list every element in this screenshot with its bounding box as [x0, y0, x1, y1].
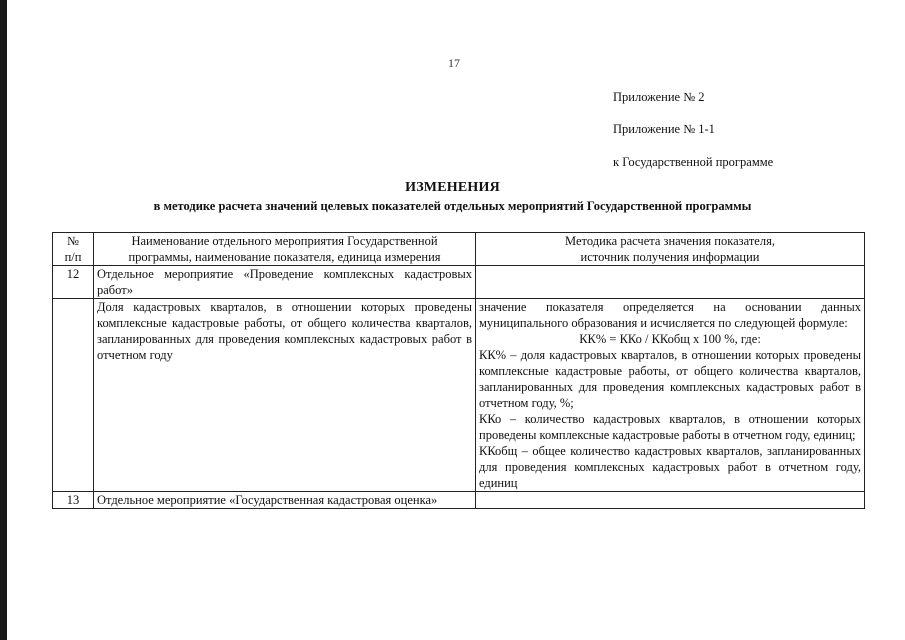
- row-13-method-empty: [476, 492, 865, 509]
- row-13-activity-name: Отдельное мероприятие «Государственная кадастровая оценка»: [94, 492, 476, 509]
- appendix-line-3: к Государственной программе: [613, 155, 774, 169]
- definition-kk-percent: КК% – доля кадастровых кварталов, в отношении которых проведены комплексные кадастровые работы, от общего количества кварталов, запланированных для проведения комплексных кадастровых работ в отчетном году, %;: [479, 348, 861, 410]
- indicator-number-empty: [53, 299, 94, 492]
- header-method-line-2: источник получения информации: [580, 250, 760, 264]
- definition-kkobsh: ККобщ – общее количество кадастровых кварталов, запланированных для проведения комплексных кадастровых работ в отчетном году, единиц: [479, 444, 861, 490]
- row-12-number: 12: [53, 266, 94, 299]
- table-header-row: [53, 233, 865, 266]
- header-name-line-1: Наименование отдельного мероприятия Государственной: [131, 234, 438, 248]
- row-13-number: 13: [53, 492, 94, 509]
- header-name-cell: [94, 233, 476, 266]
- method-intro: значение показателя определяется на основании данных муниципального образования и исчисляется по следующей формуле:: [479, 300, 861, 330]
- row-12-activity-name: Отдельное мероприятие «Проведение комплексных кадастровых работ»: [94, 266, 476, 299]
- header-number-cell: [53, 233, 94, 266]
- document-subtitle: в методике расчета значений целевых показателей отдельных мероприятий Государственной программы: [153, 199, 752, 213]
- header-method-line-1: Методика расчета значения показателя,: [565, 234, 775, 248]
- document-title: ИЗМЕНЕНИЯ: [405, 180, 500, 195]
- scan-edge: [0, 0, 7, 640]
- table-row: [53, 299, 865, 492]
- table-row: [53, 266, 865, 299]
- page-number: 17: [448, 56, 460, 70]
- header-name-line-2: программы, наименование показателя, единица измерения: [128, 250, 441, 264]
- formula: КК% = ККо / ККобщ х 100 %, где:: [579, 332, 761, 346]
- row-12-method-empty: [476, 266, 865, 299]
- appendix-line-1: Приложение № 2: [613, 90, 705, 104]
- table-row: [53, 492, 865, 509]
- indicator-name: Доля кадастровых кварталов, в отношении которых проведены комплексные кадастровые работы, от общего количества кварталов, запланированных для проведения комплексных кадастровых работ в отчетном году: [94, 299, 476, 492]
- definition-kko: ККо – количество кадастровых кварталов, в отношении которых проведены комплексные кадастровые работы в отчетном году, единиц;: [479, 412, 861, 442]
- appendix-line-2: Приложение № 1-1: [613, 122, 715, 136]
- header-number-line-2: п/п: [64, 250, 82, 264]
- method-cell: [476, 299, 865, 492]
- header-number-line-1: №: [67, 234, 79, 248]
- changes-table: [52, 232, 865, 509]
- header-method-cell: [476, 233, 865, 266]
